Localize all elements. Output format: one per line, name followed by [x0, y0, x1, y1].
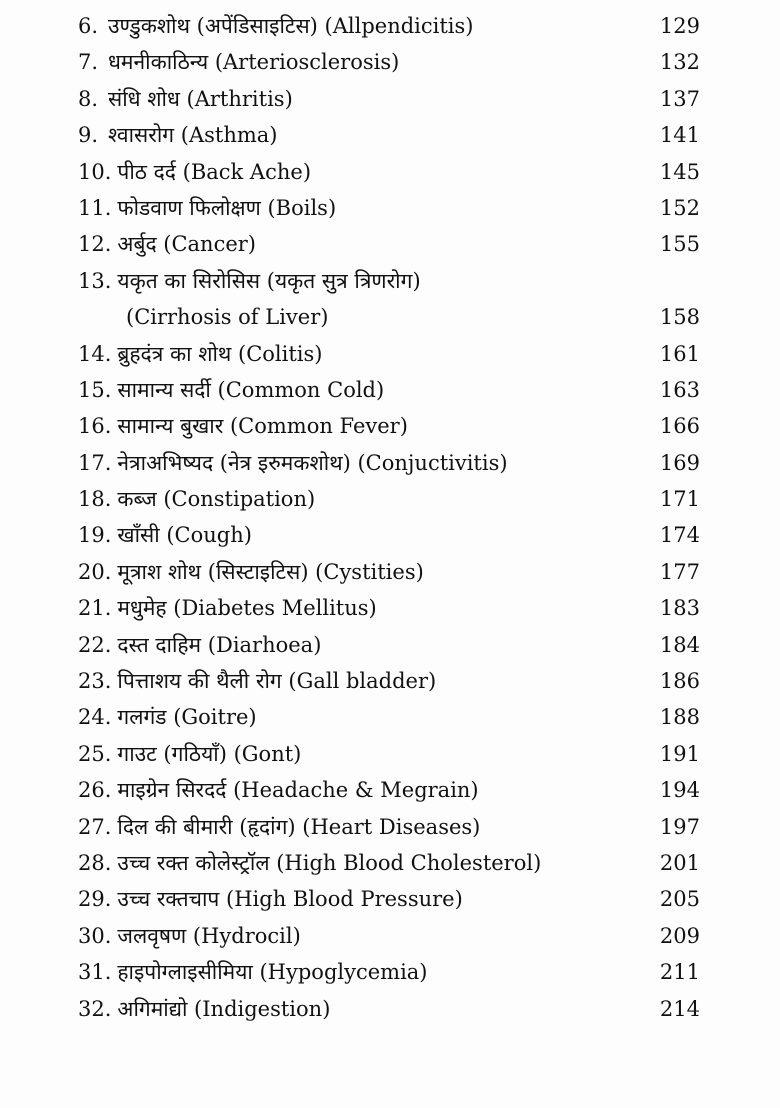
toc-entry-page-number: 214	[659, 996, 700, 1021]
toc-entry-title: धमनीकाठिन्य (Arteriosclerosis)	[108, 50, 400, 75]
toc-entry-title: श्वासरोग (Asthma)	[108, 123, 278, 148]
toc-entry-number: 22.	[78, 632, 112, 657]
toc-entry-page-number: 145	[659, 159, 700, 184]
toc-entry-title: पीठ दर्द (Back Ache)	[117, 159, 312, 184]
toc-entry-page-number: 183	[659, 596, 700, 621]
toc-entry-number: 9.	[78, 123, 99, 148]
toc-entry-page-number: 197	[659, 814, 700, 839]
toc-entry-title: पित्ताशय की थैली रोग (Gall bladder)	[117, 669, 437, 694]
toc-entry	[60, 699, 700, 735]
toc-entry-number: 20.	[78, 559, 112, 584]
toc-entry-title: नेत्राअभिष्यद (नेत्र इरुमकशोथ) (Conjuctivitis)	[117, 450, 508, 475]
toc-entry-number: 10.	[78, 159, 112, 184]
toc-entry-number: 32.	[78, 996, 112, 1021]
toc-entry	[60, 481, 700, 517]
toc-entry	[60, 190, 700, 226]
toc-entry-title: (Cirrhosis of Liver)	[126, 305, 329, 330]
toc-entry-page-number: 155	[659, 232, 700, 257]
toc-entry	[60, 263, 700, 299]
toc-entry-number: 26.	[78, 778, 112, 803]
toc-entry	[60, 554, 700, 590]
toc-entry-title: उण्डुकशोथ (अपेंडिसाइटिस) (Allpendicitis)	[108, 14, 474, 38]
toc-entry-title: उच्च रक्त कोलेस्ट्रॉल (High Blood Cholesterol)	[117, 850, 542, 875]
toc-entry-page-number: 188	[659, 705, 700, 730]
toc-entry	[60, 8, 700, 44]
table-of-contents	[60, 8, 700, 1027]
toc-entry	[60, 954, 700, 990]
toc-entry-page-number: 132	[659, 50, 700, 75]
toc-entry	[60, 736, 700, 772]
toc-entry-title: जलवृषण (Hydrocil)	[117, 923, 301, 948]
toc-entry	[60, 809, 700, 845]
toc-entry-title: गलगंड (Goitre)	[117, 705, 257, 730]
toc-entry-page-number: 177	[659, 559, 700, 584]
toc-entry-title: सामान्य सर्दी (Common Cold)	[117, 377, 385, 402]
toc-entry-title: मधुमेह (Diabetes Mellitus)	[117, 596, 377, 621]
toc-entry	[60, 299, 700, 335]
toc-entry	[60, 881, 700, 917]
toc-entry	[60, 408, 700, 444]
toc-entry	[60, 590, 700, 626]
toc-entry-number: 17.	[78, 450, 112, 475]
toc-entry-number: 15.	[78, 377, 112, 402]
toc-entry	[60, 627, 700, 663]
toc-entry-number: 23.	[78, 669, 112, 694]
toc-entry	[60, 772, 700, 808]
toc-entry-page-number: 171	[659, 487, 700, 512]
toc-entry-page-number: 166	[659, 414, 700, 439]
toc-entry-title: गाउट (गठियाँ) (Gont)	[117, 741, 302, 766]
toc-entry-title: दस्त दाहिम (Diarhoea)	[117, 632, 322, 657]
toc-entry	[60, 663, 700, 699]
toc-entry	[60, 445, 700, 481]
toc-entry	[60, 226, 700, 262]
toc-entry	[60, 154, 700, 190]
toc-entry	[60, 81, 700, 117]
toc-entry-title: हाइपोग्लाइसीमिया (Hypoglycemia)	[117, 960, 428, 985]
toc-entry-number: 13.	[78, 268, 112, 293]
toc-entry-title: अगिमांद्यो (Indigestion)	[117, 996, 331, 1021]
toc-entry-number: 28.	[78, 850, 112, 875]
toc-entry-title: माइग्रेन सिरदर्द (Headache & Megrain)	[117, 778, 479, 803]
toc-entry-page-number: 169	[659, 450, 700, 475]
toc-entry-number: 6.	[78, 14, 99, 38]
toc-entry-page-number: 209	[659, 923, 700, 948]
toc-entry-number: 19.	[78, 523, 112, 548]
toc-entry-page-number: 174	[659, 523, 700, 548]
toc-entry-title: अर्बुद (Cancer)	[117, 232, 256, 257]
toc-entry-title: मूत्राश शोथ (सिस्टाइटिस) (Cystities)	[117, 559, 424, 584]
toc-entry-title: फोडवाण फिलोक्षण (Boils)	[117, 195, 337, 220]
toc-entry	[60, 845, 700, 881]
toc-entry-number: 11.	[78, 195, 112, 220]
toc-entry-title: दिल की बीमारी (हृदांग) (Heart Diseases)	[117, 814, 481, 839]
toc-entry	[60, 517, 700, 553]
toc-entry-page-number: 137	[659, 86, 700, 111]
toc-entry-page-number: 201	[659, 850, 700, 875]
toc-entry-page-number: 161	[659, 341, 700, 366]
toc-entry-page-number: 205	[659, 887, 700, 912]
toc-entry	[60, 372, 700, 408]
toc-entry	[60, 117, 700, 153]
toc-entry	[60, 918, 700, 954]
toc-entry-number: 18.	[78, 487, 112, 512]
toc-entry-number: 29.	[78, 887, 112, 912]
toc-entry	[60, 336, 700, 372]
toc-entry-title: कब्ज (Constipation)	[117, 487, 316, 512]
toc-entry-number: 8.	[78, 86, 99, 111]
toc-entry-page-number: 211	[659, 960, 700, 985]
toc-entry-page-number: 152	[659, 195, 700, 220]
toc-entry-number: 21.	[78, 596, 112, 621]
toc-entry-title: सामान्य बुखार (Common Fever)	[117, 414, 408, 439]
toc-entry	[60, 44, 700, 80]
toc-entry	[60, 991, 700, 1027]
toc-entry-page-number: 194	[659, 778, 700, 803]
toc-entry-number: 31.	[78, 960, 112, 985]
toc-entry-page-number: 186	[659, 669, 700, 694]
toc-entry-page-number: 158	[659, 305, 700, 330]
toc-entry-number: 16.	[78, 414, 112, 439]
toc-entry-page-number: 141	[659, 123, 700, 148]
toc-entry-number: 7.	[78, 50, 99, 75]
toc-entry-title: यकृत का सिरोसिस (यकृत सुत्र त्रिणरोग)	[117, 268, 421, 293]
toc-entry-page-number: 163	[659, 377, 700, 402]
toc-entry-number: 14.	[78, 341, 112, 366]
toc-entry-title: खाँसी (Cough)	[117, 523, 252, 548]
toc-entry-title: संधि शोध (Arthritis)	[108, 86, 293, 111]
toc-entry-title: ब्रुहदंत्र का शोथ (Colitis)	[117, 341, 323, 366]
toc-entry-page-number: 129	[659, 14, 700, 38]
toc-entry-number: 27.	[78, 814, 112, 839]
toc-entry-number: 30.	[78, 923, 112, 948]
toc-entry-number: 24.	[78, 705, 112, 730]
toc-entry-number: 12.	[78, 232, 112, 257]
toc-entry-title: उच्च रक्तचाप (High Blood Pressure)	[117, 887, 463, 912]
toc-entry-number: 25.	[78, 741, 112, 766]
toc-entry-page-number: 191	[659, 741, 700, 766]
toc-entry-page-number: 184	[659, 632, 700, 657]
